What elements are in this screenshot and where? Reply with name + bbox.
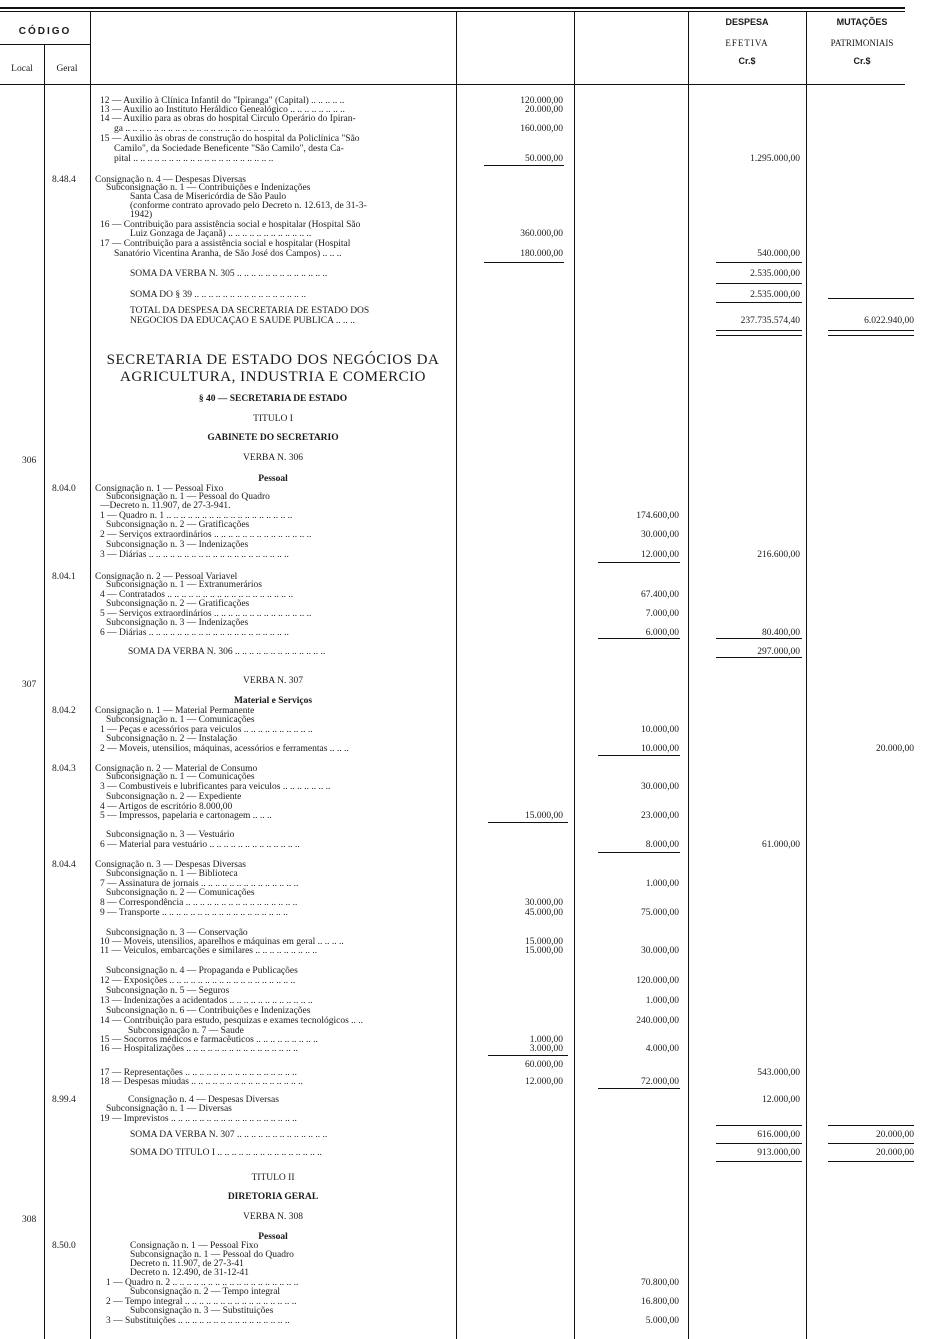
line-description: Luiz Gonzaga de Jaçanã) .. .. .. .. .. .. .. .. .. .. .. .. [130, 229, 312, 239]
amount-c2: 10.000,00 [641, 725, 679, 735]
amount-c2: 70.800,00 [641, 1278, 679, 1288]
geral-code: 8.99.4 [52, 1095, 76, 1105]
line-description: Subconsignação n. 1 — Pessoal do Quadro [130, 1250, 294, 1260]
section-heading: Material e Serviços [233, 696, 313, 706]
amount-c2: 23.000,00 [641, 811, 679, 821]
line-description: 10 — Moveis, utensilios, aparelhos e máquinas em geral .. .. .. .. [100, 937, 344, 947]
line-description: 1942) [130, 210, 153, 220]
line-description: 1 — Quadro n. 2 .. .. .. .. .. .. .. .. .. .. .. .. .. .. .. .. .. .. [106, 1278, 299, 1288]
sum-rule [598, 638, 680, 639]
sum-rule [716, 262, 802, 263]
amount-c2: 30.000,00 [641, 530, 679, 540]
line-description: Subconsignação n. 2 — Instalação [106, 734, 238, 744]
line-description: 7 — Assinatura de jornais .. .. .. .. .. .. .. .. .. .. .. .. .. .. [100, 879, 299, 889]
local-code: 306 [22, 456, 37, 466]
amount-c4: 6.022.940,00 [864, 316, 914, 326]
line-description: 2 — Moveis, utensilios, máquinas, acessórios e ferramentas .. .. .. [100, 744, 349, 754]
amount-c1: 160.000,00 [520, 124, 563, 134]
sum-rule [716, 335, 802, 336]
amount-c2: 240.000,00 [636, 1016, 679, 1026]
amount-c1: 60.000,00 [525, 1060, 563, 1070]
line-description: Subconsignação n. 2 — Gratificações [106, 520, 250, 530]
amount-c2: 67.400,00 [641, 590, 679, 600]
amount-c3: 297.000,00 [757, 647, 800, 657]
line-description: Subconsignação n. 3 — Conservação [106, 928, 248, 938]
line-description: Subconsignação n. 2 — Tempo integral [130, 1287, 281, 1297]
line-description: Subconsignação n. 7 — Saude [128, 1026, 244, 1036]
line-description: Consignação n. 3 — Despesas Diversas [95, 860, 246, 870]
line-description: 3 — Substituições .. .. .. .. .. .. .. .. .. .. .. .. .. .. .. .. [106, 1316, 290, 1326]
header-mutacoes-unit: Cr.$ [853, 56, 871, 66]
line-description: ga .. .. .. .. .. .. .. .. .. .. .. .. .. .. .. .. .. .. .. .. .. .. [114, 124, 280, 134]
amount-c3: 2.535.000,00 [750, 269, 800, 279]
line-description: 14 — Auxilio para as obras do hospital Circulo Operário do Ipiran- [100, 114, 356, 124]
sum-rule [716, 1143, 802, 1144]
line-description: 8 — Correspondência .. .. .. .. .. .. .. .. .. .. .. .. .. .. .. .. [100, 898, 298, 908]
sum-rule [828, 1161, 914, 1162]
amount-c1: 120.000,00 [520, 96, 563, 106]
line-description: 12 — Auxilio à Clínica Infantil do "Ipiranga" (Capital) .. .. .. .. .. [100, 96, 345, 106]
amount-c2: 16.800,00 [641, 1297, 679, 1307]
amount-c3: 61.000,00 [762, 840, 800, 850]
top-rule [0, 7, 905, 9]
line-description: 13 — Auxilio ao Instituto Heráldico Genealógico .. .. .. .. .. .. .. .. [100, 105, 345, 115]
line-description: 16 — Hospitalizações .. .. .. .. .. .. .. .. .. .. .. .. .. .. .. .. [100, 1044, 298, 1054]
sum-rule [716, 330, 802, 331]
line-description: 3 — Diárias .. .. .. .. .. .. .. .. .. .. .. .. .. .. .. .. .. .. .. .. [100, 550, 289, 560]
amount-c2: 1.000,00 [645, 879, 679, 889]
line-description: Consignação n. 1 — Pessoal Fixo [130, 1241, 259, 1251]
amount-c1: 20.000,00 [525, 105, 563, 115]
sum-rule [484, 165, 564, 166]
amount-c1: 180.000,00 [520, 249, 563, 259]
amount-c1: 15.000,00 [525, 811, 563, 821]
sum-rule [716, 302, 802, 303]
line-description: pital .. .. .. .. .. .. .. .. .. .. .. .. .. .. .. .. .. .. .. .. [114, 154, 274, 164]
sum-rule [484, 262, 564, 263]
amount-c3: 540.000,00 [757, 249, 800, 259]
line-description: 9 — Transporte .. .. .. .. .. .. .. .. .. .. .. .. .. .. .. .. .. .. [100, 908, 288, 918]
line-description: 15 — Auxilio às obras de construção do hospital da Policlínica "São [100, 134, 360, 144]
amount-c3: 543.000,00 [757, 1068, 800, 1078]
line-description: 2 — Tempo integral .. .. .. .. .. .. .. .. .. .. .. .. .. .. .. .. [106, 1297, 297, 1307]
section-heading: Pessoal [258, 474, 288, 484]
col-sep-c2 [688, 11, 689, 1339]
section-heading: AGRICULTURA, INDUSTRIA E COMERCIO [120, 369, 426, 385]
amount-c2: 10.000,00 [641, 744, 679, 754]
line-description: Subconsignação n. 3 — Substituições [130, 1306, 274, 1316]
local-code: 307 [22, 680, 37, 690]
line-description: Subconsignação n. 1 — Pessoal do Quadro [106, 492, 270, 502]
line-description: Subconsignação n. 4 — Propaganda e Publicações [106, 966, 298, 976]
sum-rule [598, 562, 680, 563]
line-description: 18 — Despesas miudas .. .. .. .. .. .. .. .. .. .. .. .. .. .. .. .. [100, 1077, 303, 1087]
amount-c2: 12.000,00 [641, 550, 679, 560]
amount-c3: 913.000,00 [757, 1148, 800, 1158]
amount-c2: 8.000,00 [645, 840, 679, 850]
amount-c1: 30.000,00 [525, 898, 563, 908]
amount-c1: 50.000,00 [525, 154, 563, 164]
geral-code: 8.04.2 [52, 706, 76, 716]
line-description: Consignação n. 4 — Despesas Diversas [128, 1095, 279, 1105]
geral-code: 8.04.3 [52, 764, 76, 774]
geral-code: 8.04.1 [52, 572, 76, 582]
amount-c2: 30.000,00 [641, 782, 679, 792]
line-description: Decreto n. 11.907, de 27-3-41 [130, 1259, 244, 1269]
line-description: —Decreto n. 11.907, de 27-3-941. [100, 501, 231, 511]
header-local: Local [11, 64, 33, 74]
line-description: TOTAL DA DESPESA DA SECRETARIA DE ESTADO DOS [130, 306, 370, 316]
line-description: Sanatório Vicentina Aranha, de São José dos Campos) .. .. .. [114, 249, 342, 259]
sum-rule [488, 1055, 568, 1056]
amount-c1: 15.000,00 [525, 946, 563, 956]
section-heading: TITULO I [253, 414, 293, 424]
amount-c2: 7.000,00 [645, 609, 679, 619]
amount-c2: 30.000,00 [641, 946, 679, 956]
amount-c3: 237.735.574,40 [740, 316, 800, 326]
codigo-rule [0, 44, 90, 45]
geral-code: 8.48.4 [52, 175, 76, 185]
line-description: SOMA DO TITULO I .. .. .. .. .. .. .. .. .. .. .. .. .. .. .. [130, 1148, 322, 1158]
sum-rule [598, 852, 680, 853]
line-description: 1 — Quadro n. 1 .. .. .. .. .. .. .. .. .. .. .. .. .. .. .. .. .. .. [100, 511, 293, 521]
amount-c3: 2.535.000,00 [750, 290, 800, 300]
line-description: Consignação n. 1 — Pessoal Fixo [95, 484, 224, 494]
sum-rule [488, 822, 568, 823]
sum-rule [716, 283, 802, 284]
amount-c2: 72.000,00 [641, 1077, 679, 1087]
line-description: Subconsignação n. 1 — Extranumerários [106, 580, 262, 590]
line-description: Consignação n. 2 — Material de Consumo [95, 764, 258, 774]
line-description: Subconsignação n. 3 — Indenizações [106, 540, 249, 550]
amount-c2: 4.000,00 [645, 1044, 679, 1054]
local-code: 308 [22, 1215, 37, 1225]
col-sep-geral [90, 11, 91, 1339]
header-geral: Geral [56, 64, 78, 74]
header-despesa-unit: Cr.$ [738, 56, 756, 66]
line-description: Subconsignação n. 1 — Biblioteca [106, 869, 238, 879]
amount-c3: 1.295.000,00 [750, 154, 800, 164]
col-sep-local [44, 44, 45, 1339]
sum-rule [828, 330, 914, 331]
sum-rule [828, 298, 914, 299]
line-description: 19 — Imprevistos .. .. .. .. .. .. .. .. .. .. .. .. .. .. .. .. .. .. [100, 1114, 297, 1124]
line-description: Subconsignação n. 1 — Comunicações [106, 772, 255, 782]
amount-c1: 3.000,00 [529, 1044, 563, 1054]
amount-c3: 12.000,00 [762, 1095, 800, 1105]
line-description: 2 — Serviços extraordinários .. .. .. .. .. .. .. .. .. .. .. .. .. .. [100, 530, 312, 540]
line-description: (conforme contrato aprovado pelo Decreto n. 12.613, de 31-3- [130, 201, 367, 211]
line-description: 16 — Contribuição para assistência social e hospitalar (Hospital São [100, 220, 361, 230]
line-description: 17 — Contribuição para a assistência social e hospitalar (Hospital [100, 239, 351, 249]
section-heading: TITULO II [251, 1173, 295, 1183]
amount-c2: 120.000,00 [636, 976, 679, 986]
sum-rule [716, 657, 802, 658]
amount-c4: 20.000,00 [876, 1148, 914, 1158]
line-description: 6 — Material para vestuário .. .. .. .. .. .. .. .. .. .. .. .. .. [100, 840, 300, 850]
line-description: Consignação n. 4 — Despesas Diversas [95, 175, 246, 185]
header-efetiva: EFETIVA [725, 38, 769, 48]
line-description: Subconsignação n. 1 — Contribuições e Indenizações [106, 183, 311, 193]
sum-rule [716, 638, 802, 639]
section-heading: VERBA N. 307 [243, 676, 303, 686]
line-description: Decreto n. 12.490, de 31-12-41 [130, 1268, 249, 1278]
line-description: Santa Casa de Misericórdia de São Paulo [130, 192, 287, 202]
line-description: 3 — Combustiveis e lubrificantes para veiculos .. .. .. .. .. .. .. [100, 782, 331, 792]
line-description: 4 — Artigos de escritório 8.000,00 [100, 802, 233, 812]
line-description: Subconsignação n. 1 — Diversas [106, 1104, 232, 1114]
amount-c1: 360.000,00 [520, 229, 563, 239]
line-description: Subconsignação n. 2 — Comunicações [106, 888, 255, 898]
col-sep-desc [456, 11, 457, 1339]
amount-c3: 80.400,00 [762, 628, 800, 638]
amount-c1: 1.000,00 [529, 1035, 563, 1045]
line-description: 15 — Socorros médicos e farmacêuticos .. .. .. .. .. .. .. .. .. [100, 1035, 318, 1045]
section-heading: VERBA N. 306 [243, 453, 303, 463]
header-mutacoes: MUTAÇÕES [836, 17, 888, 27]
line-description: Subconsignação n. 6 — Contribuições e Indenizações [106, 1006, 311, 1016]
sum-rule [598, 1088, 680, 1089]
amount-c4: 20.000,00 [876, 744, 914, 754]
header-patrimoniais: PATRIMONIAIS [830, 38, 894, 48]
amount-c3: 616.000,00 [757, 1130, 800, 1140]
section-heading: GABINETE DO SECRETARIO [207, 433, 339, 443]
line-description: 5 — Serviços extraordinários .. .. .. .. .. .. .. .. .. .. .. .. .. .. [100, 609, 312, 619]
amount-c1: 15.000,00 [525, 937, 563, 947]
geral-code: 8.04.0 [52, 484, 76, 494]
line-description: SOMA DA VERBA N. 307 .. .. .. .. .. .. .. .. .. .. .. .. .. [130, 1130, 328, 1140]
amount-c2: 174.600,00 [636, 511, 679, 521]
line-description: Subconsignação n. 1 — Comunicações [106, 715, 255, 725]
amount-c1: 12.000,00 [525, 1077, 563, 1087]
line-description: 6 — Diárias .. .. .. .. .. .. .. .. .. .. .. .. .. .. .. .. .. .. .. .. [100, 628, 289, 638]
sum-rule [716, 1125, 802, 1126]
col-sep-c1 [574, 11, 575, 1339]
line-description: SOMA DA VERBA N. 306 .. .. .. .. .. .. .. .. .. .. .. .. .. [128, 647, 326, 657]
section-heading: DIRETORIA GERAL [227, 1192, 319, 1202]
line-description: Subconsignação n. 2 — Expediente [106, 792, 242, 802]
line-description: SOMA DO § 39 .. .. .. .. .. .. .. .. .. .. .. .. .. .. .. .. [130, 290, 307, 300]
header-codigo: CÓDIGO [18, 26, 72, 37]
header-despesa: DESPESA [725, 17, 769, 27]
section-heading: Pessoal [258, 1232, 288, 1242]
amount-c2: 1.000,00 [645, 996, 679, 1006]
line-description: NEGÓCIOS DA EDUCAÇÃO E SAUDE PUBLICA .. .. .. [130, 316, 355, 326]
amount-c3: 216.600,00 [757, 550, 800, 560]
sum-rule [598, 755, 680, 756]
line-description: Subconsignação n. 5 — Seguros [106, 986, 230, 996]
sum-rule [828, 335, 914, 336]
line-description: 4 — Contratados .. .. .. .. .. .. .. .. .. .. .. .. .. .. .. .. .. .. [100, 590, 294, 600]
section-heading: SECRETARIA DE ESTADO DOS NEGÓCIOS DA [106, 352, 440, 368]
amount-c2: 5.000,00 [645, 1316, 679, 1326]
line-description: 12 — Exposições .. .. .. .. .. .. .. .. .. .. .. .. .. .. .. .. .. .. [100, 976, 296, 986]
amount-c2: 6.000,00 [645, 628, 679, 638]
line-description: 5 — Impressos, papelaria e cartonagem .. .. .. [100, 811, 272, 821]
geral-code: 8.50.0 [52, 1241, 76, 1251]
line-description: Consignação n. 1 — Material Permanente [95, 706, 255, 716]
line-description: SOMA DA VERBA N. 305 .. .. .. .. .. .. .. .. .. .. .. .. .. [130, 269, 328, 279]
line-description: 1 — Peças e acessórios para veiculos .. .. .. .. .. .. .. .. .. .. [100, 725, 313, 735]
header-rule [0, 84, 905, 85]
sum-rule [828, 1125, 914, 1126]
line-description: Subconsignação n. 3 — Vestuário [106, 830, 235, 840]
sum-rule [716, 1161, 802, 1162]
top-rule-2 [0, 11, 905, 12]
geral-code: 8.04.4 [52, 860, 76, 870]
line-description: Consignação n. 2 — Pessoal Variavel [95, 572, 238, 582]
section-heading: § 40 — SECRETARIA DE ESTADO [198, 394, 348, 404]
amount-c1: 45.000,00 [525, 908, 563, 918]
line-description: Subconsignação n. 2 — Gratificações [106, 599, 250, 609]
line-description: Subconsignação n. 3 — Indenizações [106, 618, 249, 628]
amount-c4: 20.000,00 [876, 1130, 914, 1140]
line-description: Camilo", da Sociedade Beneficente "São Camilo", desta Ca- [114, 144, 344, 154]
line-description: 11 — Veiculos, embarcações e similares .. .. .. .. .. .. .. .. .. [100, 946, 318, 956]
line-description: 17 — Representações .. .. .. .. .. .. .. .. .. .. .. .. .. .. .. .. [100, 1068, 297, 1078]
line-description: 14 — Contribuição para estudo, pesquizas e exames tecnológicos .. .. [100, 1016, 364, 1026]
amount-c2: 75.000,00 [641, 908, 679, 918]
section-heading: VERBA N. 308 [243, 1212, 303, 1222]
sum-rule [828, 1143, 914, 1144]
line-description: 13 — Indenizações a acidentados .. .. .. .. .. .. .. .. .. .. .. .. [100, 996, 313, 1006]
